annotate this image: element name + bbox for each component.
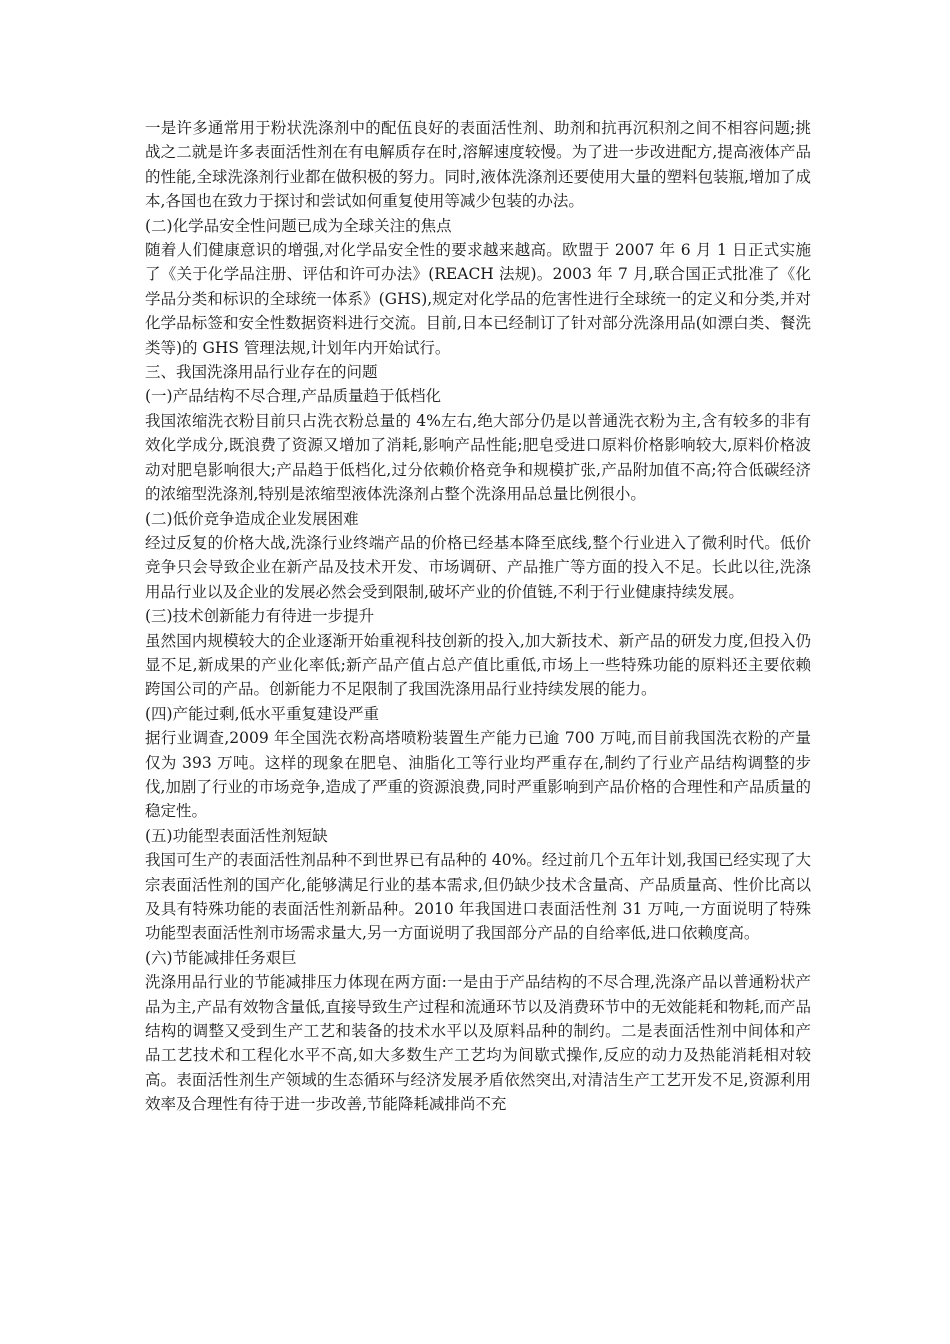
paragraph: 我国浓缩洗衣粉目前只占洗衣粉总量的 4%左右,绝大部分仍是以普通洗衣粉为主,含有较多的非有效化学成分,既浪费了资源又增加了消耗,影响产品性能;肥皂受进口原料价格影响较大,原料价格波动对肥皂影响很大;产品趋于低档化,过分依赖价格竞争和规模扩张,产品附加值不高;符合低碳经济的浓缩型洗涤剂,特别是浓缩型液体洗涤剂占整个洗涤用品总量比例很小。 [145, 411, 811, 504]
document-body [145, 116, 811, 1117]
section-heading: (一)产品结构不尽合理,产品质量趋于低档化 [145, 387, 442, 406]
chapter-heading: 三、我国洗涤用品行业存在的问题 [145, 363, 378, 382]
section-heading: (六)节能减排任务艰巨 [145, 948, 297, 967]
paragraph: 我国可生产的表面活性剂品种不到世界已有品种的 40%。经过前几个五年计划,我国已经实现了大宗表面活性剂的国产化,能够满足行业的基本需求,但仍缺少技术含量高、产品质量高、性价比高以及具有特殊功能的表面活性剂新品种。2010 年我国进口表面活性剂 31 万吨,一方面说明了特殊功能型表面活性剂市场需求量大,另一方面说明了我国部分产品的自给率低,进口依赖度高。 [145, 851, 811, 943]
section-heading: (五)功能型表面活性剂短缺 [145, 826, 328, 845]
paragraph: 虽然国内规模较大的企业逐渐开始重视科技创新的投入,加大新技术、新产品的研发力度,但投入仍显不足,新成果的产业化率低;新产品产值占总产值比重低,市场上一些特殊功能的原料还主要依赖跨国公司的产品。创新能力不足限制了我国洗涤用品行业持续发展的能力。 [145, 631, 811, 699]
paragraph: 经过反复的价格大战,洗涤行业终端产品的价格已经基本降至底线,整个行业进入了微利时代。低价竞争只会导致企业在新产品及技术开发、市场调研、产品推广等方面的投入不足。长此以往,洗涤用品行业以及企业的发展必然会受到限制,破坏产业的价值链,不利于行业健康持续发展。 [145, 533, 811, 601]
section-heading: (二)化学品安全性问题已成为全球关注的焦点 [145, 216, 452, 235]
paragraph: 随着人们健康意识的增强,对化学品安全性的要求越来越高。欧盟于 2007 年 6 月 1 日正式实施了《关于化学品注册、评估和许可办法》(REACH 法规)。2003 年 7 月,联合国正式批准了《化学品分类和标识的全球统一体系》(GHS),规定对化学品的危害性进行全球统一的定义和分类,并对化学品标签和安全性数据资料进行交流。目前,日本已经制订了针对部分洗涤用品(如漂白类、餐洗类等)的 GHS 管理法规,计划年内开始试行。 [145, 241, 811, 357]
paragraph: 一是许多通常用于粉状洗涤剂中的配伍良好的表面活性剂、助剂和抗再沉积剂之间不相容问题;挑战之二就是许多表面活性剂在有电解质存在时,溶解速度较慢。为了进一步改进配方,提高液体产品的性能,全球洗涤剂行业都在做积极的努力。同时,液体洗涤剂还要使用大量的塑料包装瓶,增加了成本,各国也在致力于探讨和尝试如何重复使用等减少包装的办法。 [145, 119, 811, 211]
section-heading: (二)低价竞争造成企业发展困难 [145, 509, 359, 528]
section-heading: (三)技术创新能力有待进一步提升 [145, 607, 375, 626]
paragraph: 据行业调查,2009 年全国洗衣粉高塔喷粉装置生产能力已逾 700 万吨,而目前我国洗衣粉的产量仅为 393 万吨。这样的现象在肥皂、油脂化工等行业均严重存在,制约了行业产品结构调整的步伐,加剧了行业的市场竞争,造成了严重的资源浪费,同时严重影响到产品价格的合理性和产品质量的稳定性。 [145, 729, 811, 821]
section-heading: (四)产能过剩,低水平重复建设严重 [145, 704, 380, 723]
paragraph: 洗涤用品行业的节能减排压力体现在两方面:一是由于产品结构的不尽合理,洗涤产品以普通粉状产品为主,产品有效物含量低,直接导致生产过程和流通环节以及消费环节中的无效能耗和物耗,而产品结构的调整又受到生产工艺和装备的技术水平以及原料品种的制约。二是表面活性剂中间体和产品工艺技术和工程化水平不高,如大多数生产工艺均为间歇式操作,反应的动力及热能消耗相对较高。表面活性剂生产领域的生态循环与经济发展矛盾依然突出,对清洁生产工艺开发不足,资源利用效率及合理性有待于进一步改善,节能降耗减排尚不充 [145, 973, 811, 1114]
